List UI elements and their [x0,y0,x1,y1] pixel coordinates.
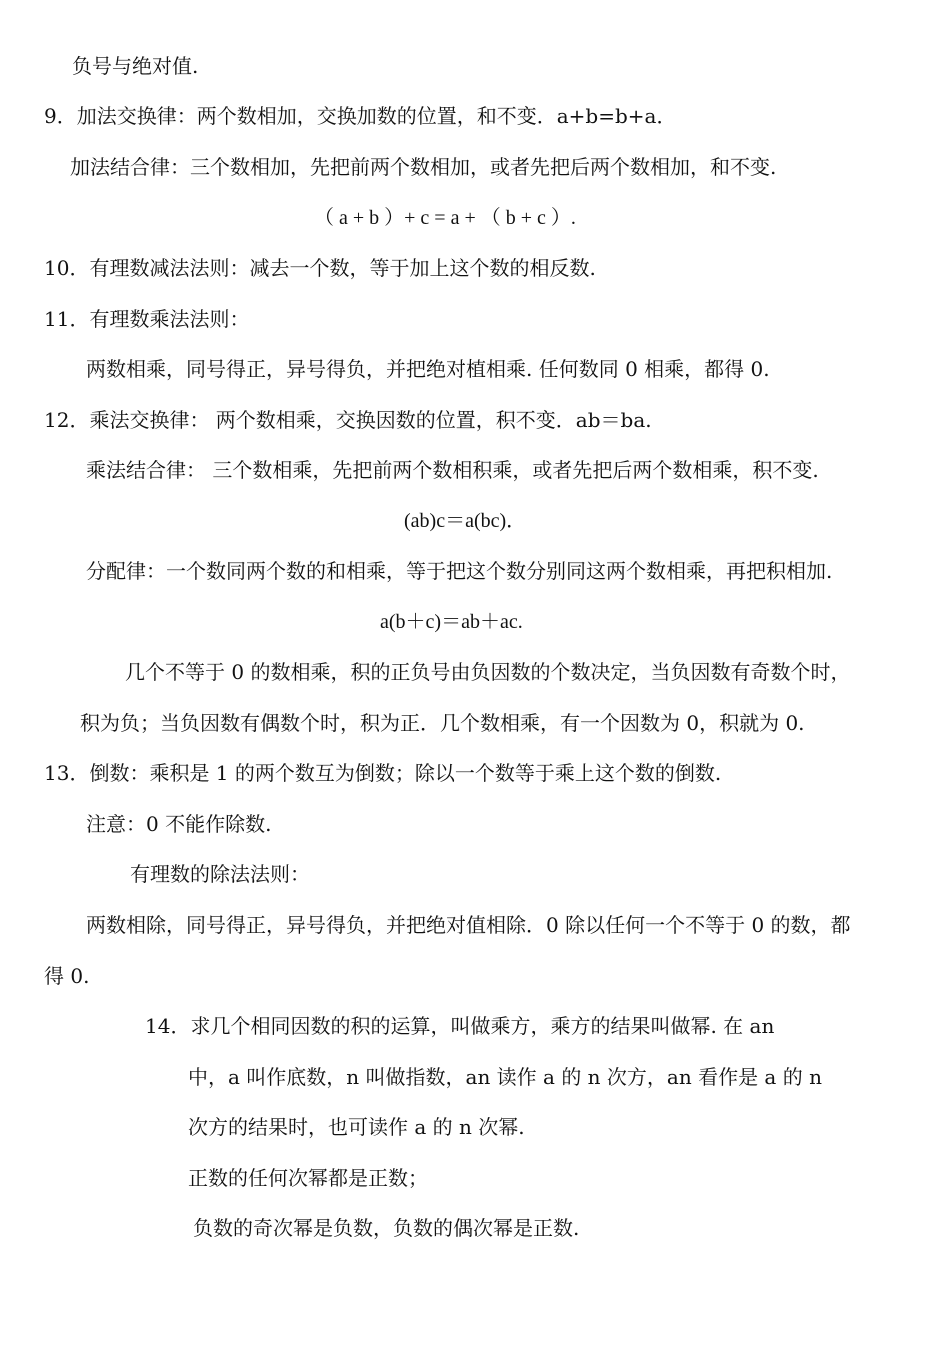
text-line-7: 12．乘法交换律： 两个数相乘，交换因数的位置，积不变．ab＝ba. [44,408,652,432]
text-line-5: 11．有理数乘法法则： [44,307,250,331]
formula-line-1: （ a + b ）+ c = a + （ b + c ）. [314,207,576,229]
text-line-16: 得 0. [44,964,90,988]
text-line-6: 两数相乘，同号得正，异号得负，并把绝对植相乘. 任何数同 0 相乘，都得 0. [86,357,770,381]
text-line-10: 几个不等于 0 的数相乘，积的正负号由负因数的个数决定，当负因数有奇数个时， [125,660,851,684]
text-line-20: 正数的任何次幂都是正数； [188,1166,428,1190]
text-line-18: 中，a 叫作底数，n 叫做指数，an 读作 a 的 n 次方，an 看作是 a 的 n [188,1065,822,1089]
text-line-14: 有理数的除法法则： [130,862,310,886]
text-line-15: 两数相除，同号得正，异号得负，并把绝对值相除．0 除以任何一个不等于 0 的数，都 [86,913,851,937]
formula-line-2: (ab)c＝a(bc)． [404,510,527,532]
text-line-9: 分配律：一个数同两个数的和相乘，等于把这个数分别同这两个数相乘，再把积相加. [86,559,833,583]
text-line-4: 10．有理数减法法则：减去一个数，等于加上这个数的相反数. [44,256,596,280]
text-line-19: 次方的结果时，也可读作 a 的 n 次幂. [188,1115,525,1139]
text-line-8: 乘法结合律： 三个数相乘，先把前两个数相积乘，或者先把后两个数相乘，积不变. [86,458,819,482]
text-line-1: 负号与绝对值. [72,54,199,78]
text-line-21: 负数的奇次幂是负数，负数的偶次幂是正数. [193,1216,580,1240]
formula-line-3: a(b＋c)＝ab＋ac. [380,611,523,633]
text-line-3: 加法结合律：三个数相加，先把前两个数相加，或者先把后两个数相加，和不变. [70,155,777,179]
text-line-2: 9．加法交换律：两个数相加，交换加数的位置，和不变．a+b=b+a． [44,104,677,128]
text-line-13: 注意：0 不能作除数. [86,812,272,836]
text-line-17: 14．求几个相同因数的积的运算，叫做乘方，乘方的结果叫做幂. 在 an [145,1014,775,1038]
text-line-12: 13．倒数：乘积是 1 的两个数互为倒数；除以一个数等于乘上这个数的倒数. [44,761,722,785]
text-line-11: 积为负；当负因数有偶数个时，积为正．几个数相乘，有一个因数为 0，积就为 0. [80,711,805,735]
